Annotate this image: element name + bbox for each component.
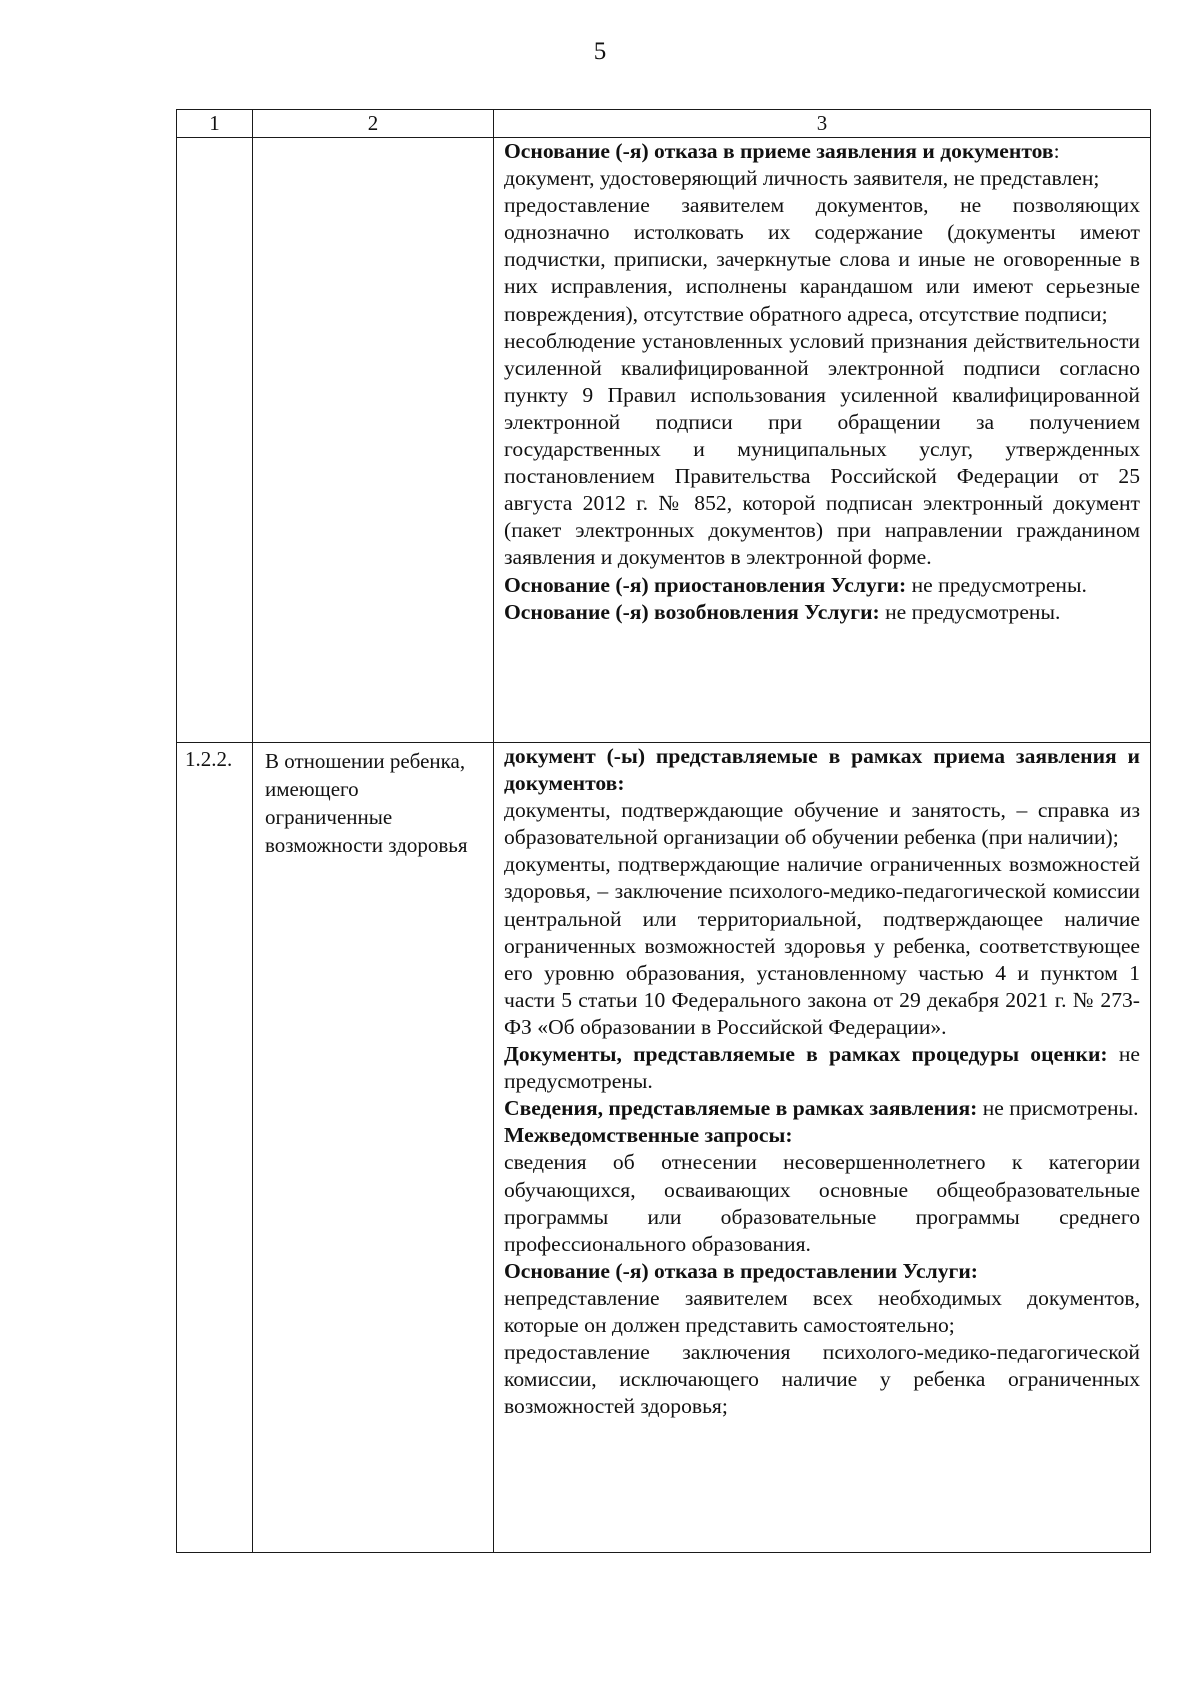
row-name-cell bbox=[253, 138, 494, 743]
content-paragraph bbox=[504, 138, 1140, 165]
table-row bbox=[177, 138, 1151, 743]
table-header-row bbox=[177, 110, 1151, 138]
header-cell-3: 3 bbox=[494, 110, 1151, 138]
paragraph-text: документы, подтверждающие обучение и занятость, – справка из образовательной организации об обучении ребенка (при наличии); bbox=[504, 798, 1140, 850]
content-paragraph bbox=[504, 1285, 1140, 1339]
paragraph-text: не предусмотрены. bbox=[879, 599, 1061, 624]
paragraph-heading: Сведения, представляемые в рамках заявления: bbox=[504, 1096, 978, 1121]
paragraph-text: предоставление заключения психолого-медико-педагогической комиссии, исключающего наличие у ребенка ограниченных возможностей здоровья; bbox=[504, 1340, 1140, 1419]
paragraph-text: документ, удостоверяющий личность заявителя, не представлен; bbox=[504, 166, 1100, 191]
row-name-cell: В отношении ребенка, имеющего ограниченные возможности здоровья bbox=[253, 743, 494, 1553]
paragraph-heading: документ (-ы) представляемые в рамках приема заявления и документов: bbox=[504, 744, 1140, 796]
paragraph-text: не присмотрены. bbox=[977, 1096, 1139, 1121]
content-paragraph bbox=[504, 1122, 1140, 1149]
paragraph-text: не предусмотрены. bbox=[906, 572, 1087, 597]
content-paragraph bbox=[504, 1041, 1140, 1095]
paragraph-text: несоблюдение установленных условий признания действительности усиленной квалифицированной электронной подписи согласно пункту 9 Правил использования усиленной квалифицированной электронной подписи при обращении за получением государственных и муниципальных услуг, утвержденных постановлением Правительства Российской Федерации от 25 августа 2012 г. № 852, которой подписан электронный документ (пакет электронных документов) при направлении гражданином заявления и документов в электронной форме. bbox=[504, 328, 1140, 570]
paragraph-heading: Основание (-я) возобновления Услуги: bbox=[504, 599, 880, 624]
content-paragraph bbox=[504, 1339, 1140, 1420]
page-number: 5 bbox=[593, 38, 607, 65]
paragraph-text: не предусмотрены. bbox=[504, 1042, 1140, 1094]
paragraph-heading: Основание (-я) отказа в предоставлении Услуги: bbox=[504, 1258, 978, 1283]
paragraph-heading: Документы, представляемые в рамках процедуры оценки: bbox=[504, 1042, 1108, 1067]
paragraph-text: документы, подтверждающие наличие ограниченных возможностей здоровья, – заключение психолого-медико-педагогической комиссии центральной или территориальной, подтверждающее наличие ограниченных возможностей здоровья у ребенка, соответствующее его уровню образования, установленному частью 4 и пунктом 1 части 5 статьи 10 Федерального закона от 29 декабря 2021 г. № 273-ФЗ «Об образовании в Российской Федерации». bbox=[504, 852, 1140, 1039]
paragraph-text: сведения об отнесении несовершеннолетнего к категории обучающихся, осваивающих основные общеобразовательные программы или образовательные программы среднего профессионального образования. bbox=[504, 1150, 1140, 1256]
row1-paragraphs bbox=[504, 138, 1140, 626]
row-content-cell bbox=[494, 138, 1151, 743]
row-number-cell: 1.2.2. bbox=[177, 743, 253, 1553]
paragraph-text: непредставление заявителем всех необходимых документов, которые он должен представить самостоятельно; bbox=[504, 1285, 1140, 1337]
paragraph-heading: Межведомственные запросы: bbox=[504, 1123, 793, 1148]
content-paragraph bbox=[504, 192, 1140, 327]
paragraph-heading: Основание (-я) приостановления Услуги: bbox=[504, 572, 907, 597]
table-row bbox=[177, 743, 1151, 1553]
row-content-cell bbox=[494, 743, 1151, 1553]
content-paragraph bbox=[504, 743, 1140, 797]
content-paragraph bbox=[504, 572, 1140, 599]
paragraph-text: предоставление заявителем документов, не позволяющих однозначно истолковать их содержание (документы имеют подчистки, приписки, зачеркнутые слова и иные не оговоренные в них исправления, исполнены карандашом или имеют серьезные повреждения), отсутствие обратного адреса, отсутствие подписи; bbox=[504, 193, 1140, 326]
content-paragraph bbox=[504, 851, 1140, 1041]
header-cell-2: 2 bbox=[253, 110, 494, 138]
row2-paragraphs bbox=[504, 743, 1140, 1420]
paragraph-heading: Основание (-я) отказа в приеме заявления и документов bbox=[504, 139, 1054, 163]
row-number-cell bbox=[177, 138, 253, 743]
content-paragraph bbox=[504, 328, 1140, 572]
content-paragraph bbox=[504, 599, 1140, 626]
content-paragraph bbox=[504, 1095, 1140, 1122]
content-paragraph bbox=[504, 1258, 1140, 1285]
content-paragraph bbox=[504, 797, 1140, 851]
content-paragraph bbox=[504, 165, 1140, 192]
document-table bbox=[176, 109, 1151, 1553]
paragraph-text: : bbox=[1053, 139, 1060, 163]
content-paragraph bbox=[504, 1149, 1140, 1257]
header-cell-1: 1 bbox=[177, 110, 253, 138]
